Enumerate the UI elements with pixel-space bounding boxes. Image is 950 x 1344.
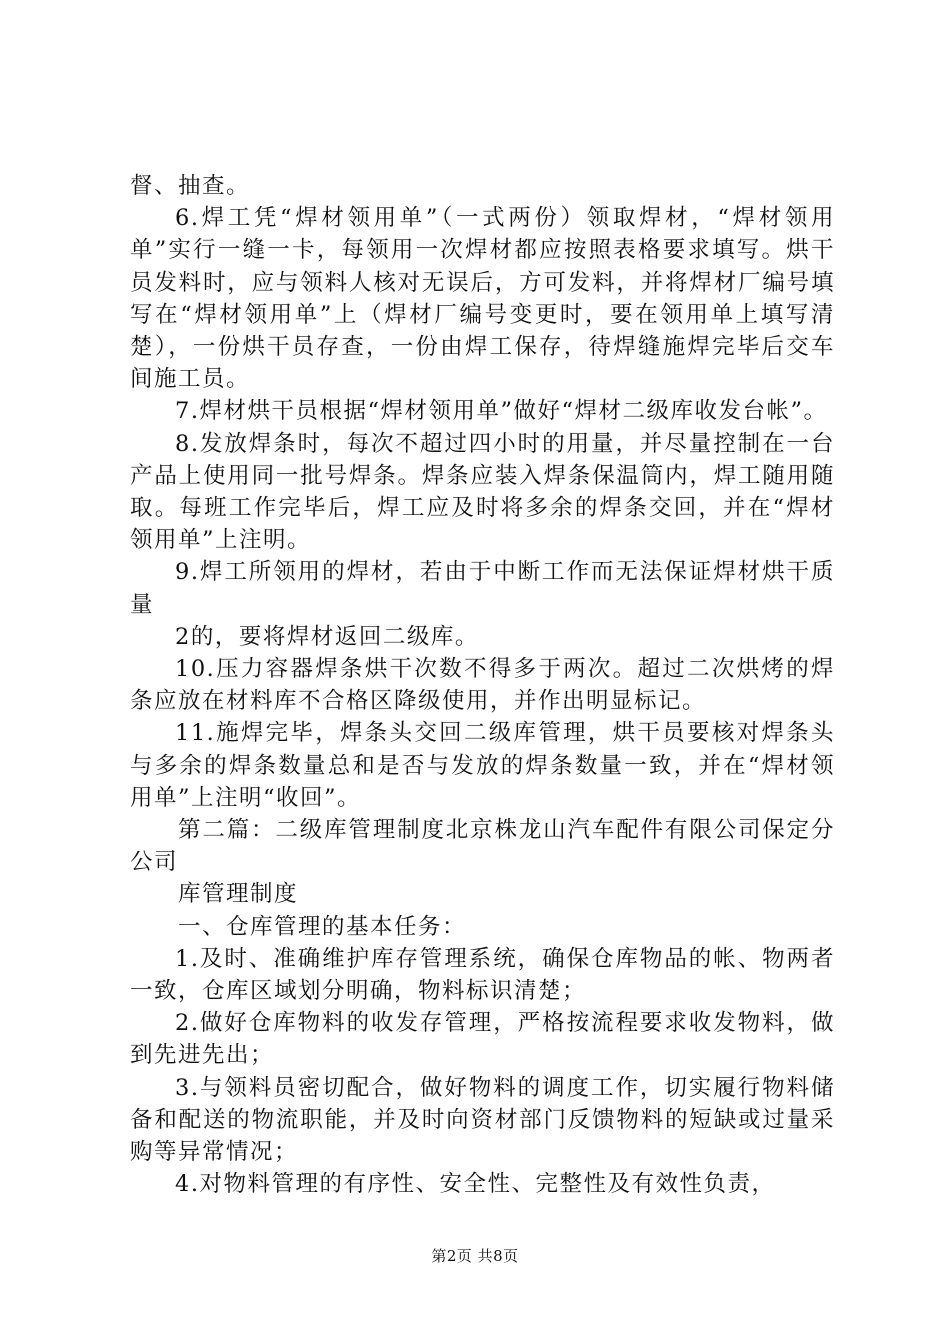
subsection-heading: 一、仓库管理的基本任务： (178, 913, 467, 940)
paragraph-item-11: 11.施焊完毕，焊条头交回二级库管理，烘干员要核对焊条头与多余的焊条数量总和是否与发放的焊条数量一致，并在“焊材领用单”上注明“收回”。 (130, 720, 835, 811)
page-number-label: 第2页 共8页 (431, 1247, 519, 1265)
paragraph-task-2: 2.做好仓库物料的收发存管理，严格按流程要求收发物料，做到先进先出； (130, 1010, 835, 1069)
section-heading: 第二篇：二级库管理制度北京株龙山汽车配件有限公司保定分公司 (130, 817, 835, 876)
page-footer (0, 1245, 950, 1266)
paragraph: 督、抽查。 (130, 173, 251, 199)
paragraph-task-3: 3.与领料员密切配合，做好物料的调度工作，切实履行物料储备和配送的物流职能，并及时向资材部门反馈物料的短缺或过量采购等异常情况； (130, 1074, 835, 1166)
paragraph-item-9: 9.焊工所领用的焊材，若由于中断工作而无法保证焊材烘干质量 (130, 559, 835, 618)
paragraph-item-8: 8.发放焊条时，每次不超过四小时的用量，并尽量控制在一台产品上使用同一批号焊条。焊条应装入焊条保温筒内，焊工随用随取。每班工作完毕后，焊工应及时将多余的焊条交回，并在“焊材领用单”上注明。 (130, 430, 835, 554)
paragraph-item-7: 7.焊材烘干员根据“焊材领用单”做好“焊材二级库收发台帐”。 (175, 398, 828, 425)
paragraph-item-6: 6.焊工凭“焊材领用单”（一式两份）领取焊材，“焊材领用单”实行一缝一卡，每领用一次焊材都应按照表格要求填写。烘干员发料时，应与领料人核对无误后，方可发料，并将焊材厂编号填写在“焊材领用单”上（焊材厂编号变更时，要在领用单上填写清楚），一份烘干员存查，一份由焊工保存，待焊缝施焊完毕后交车间施工员。 (130, 205, 835, 393)
paragraph-task-1: 1.及时、准确维护库存管理系统，确保仓库物品的帐、物两者一致，仓库区域划分明确，物料标识清楚； (130, 945, 835, 1005)
paragraph-task-4: 4.对物料管理的有序性、安全性、完整性及有效性负责， (175, 1171, 776, 1198)
paragraph-item-9-continued: 2的，要将焊材返回二级库。 (175, 623, 479, 650)
section-subheading: 库管理制度 (178, 881, 299, 908)
document-body (130, 170, 835, 1201)
paragraph-item-10: 10.压力容器焊条烘干次数不得多于两次。超过二次烘烤的焊条应放在材料库不合格区降级使用，并作出明显标记。 (130, 656, 835, 715)
